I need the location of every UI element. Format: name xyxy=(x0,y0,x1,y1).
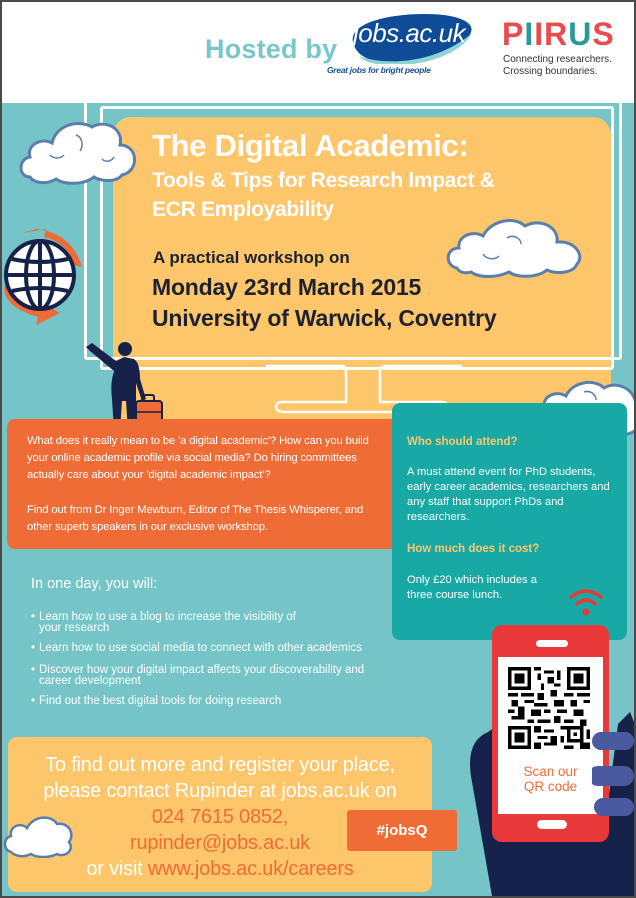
bullet-icon: • xyxy=(31,642,36,654)
description-paragraph-2: Find out from Dr Inger Mewburn, Editor of The Thesis Whisperer, and other superb speakers in our exclusive workshop. xyxy=(27,504,364,533)
qr-label-line1: Scan our xyxy=(523,764,578,779)
visit-prefix: or visit xyxy=(86,858,148,880)
contact-visit-line xyxy=(8,858,432,881)
qr-code-icon[interactable] xyxy=(508,667,590,749)
outcome-text-continued: career development xyxy=(39,674,141,687)
cost-text: Only £20 which includes a three course lunch. xyxy=(407,574,537,601)
contact-line-2: please contact Rupinder at jobs.ac.uk on xyxy=(43,780,397,802)
contact-phone[interactable]: 024 7615 0852, xyxy=(151,806,289,828)
piirus-tagline-line1: Connecting researchers. xyxy=(503,54,612,65)
who-should-attend-text: A must attend event for PhD students, early career academics, researchers and any staff that support PhDs and researchers. xyxy=(407,466,610,523)
event-title: The Digital Academic: xyxy=(152,128,469,163)
cloud-icon xyxy=(443,212,589,278)
piirus-logo[interactable] xyxy=(502,16,615,53)
outcome-text: Learn how to use social media to connect with other academics xyxy=(39,642,362,654)
bullet-icon: • xyxy=(31,695,36,707)
hashtag-badge[interactable]: #jobsQ xyxy=(347,810,457,851)
careers-url-link[interactable]: www.jobs.ac.uk/careers xyxy=(147,858,354,880)
event-venue: University of Warwick, Coventry xyxy=(152,305,497,331)
piirus-letter: P xyxy=(502,16,525,52)
jobs-logo-tagline: Great jobs for bright people xyxy=(327,65,431,75)
cloud-icon xyxy=(16,115,142,187)
who-should-attend-heading: Who should attend? xyxy=(407,436,518,448)
event-subtitle-line1: Tools & Tips for Research Impact & xyxy=(152,169,495,192)
event-date: Monday 23rd March 2015 xyxy=(152,274,422,300)
outcome-item xyxy=(31,665,391,686)
piirus-letter: U xyxy=(568,16,593,52)
outcome-item xyxy=(31,696,391,707)
piirus-tagline-line2: Crossing boundaries. xyxy=(503,66,598,77)
outcome-text: Discover how your digital impact affects your discoverability and xyxy=(39,664,365,676)
fingers-icon xyxy=(592,732,634,822)
jobs-logo-text: jobs.ac.uk xyxy=(353,18,466,48)
piirus-letter: I xyxy=(534,16,545,52)
contact-line-1: To find out more and register your place, xyxy=(45,754,395,776)
outcomes-title: In one day, you will: xyxy=(31,576,158,592)
cost-heading: How much does it cost? xyxy=(407,543,540,555)
outcome-text: Find out the best digital tools for doing research xyxy=(39,695,282,707)
contact-email-link[interactable]: rupinder@jobs.ac.uk xyxy=(130,832,310,854)
qr-label-line2: QR code xyxy=(523,779,578,794)
bullet-icon: • xyxy=(31,664,36,676)
description-paragraph-1: What does it really mean to be 'a digital academic'? How can you build your online academic profile via social media? Do hiring committees actually care about your 'digital academic impact'? xyxy=(27,435,369,481)
hosted-by-label: Hosted by xyxy=(205,34,338,64)
event-subtitle-line2: ECR Employability xyxy=(152,198,334,221)
piirus-letter: I xyxy=(524,16,535,52)
cloud-icon xyxy=(3,814,75,858)
outcome-item xyxy=(31,612,391,633)
phone-speaker xyxy=(536,640,568,647)
outcome-item xyxy=(31,643,391,654)
workshop-intro: A practical workshop on xyxy=(153,248,350,267)
outcome-text: Learn how to use a blog to increase the visibility of xyxy=(39,611,296,623)
bullet-icon: • xyxy=(31,611,36,623)
event-poster xyxy=(2,2,634,896)
wifi-icon xyxy=(568,585,604,619)
globe-icon xyxy=(2,227,86,327)
phone-home-button xyxy=(537,820,567,829)
piirus-letter: S xyxy=(592,16,615,52)
jobs-ac-uk-logo[interactable] xyxy=(345,12,480,68)
outcome-text-continued: your research xyxy=(39,621,110,634)
piirus-letter: R xyxy=(544,16,569,52)
